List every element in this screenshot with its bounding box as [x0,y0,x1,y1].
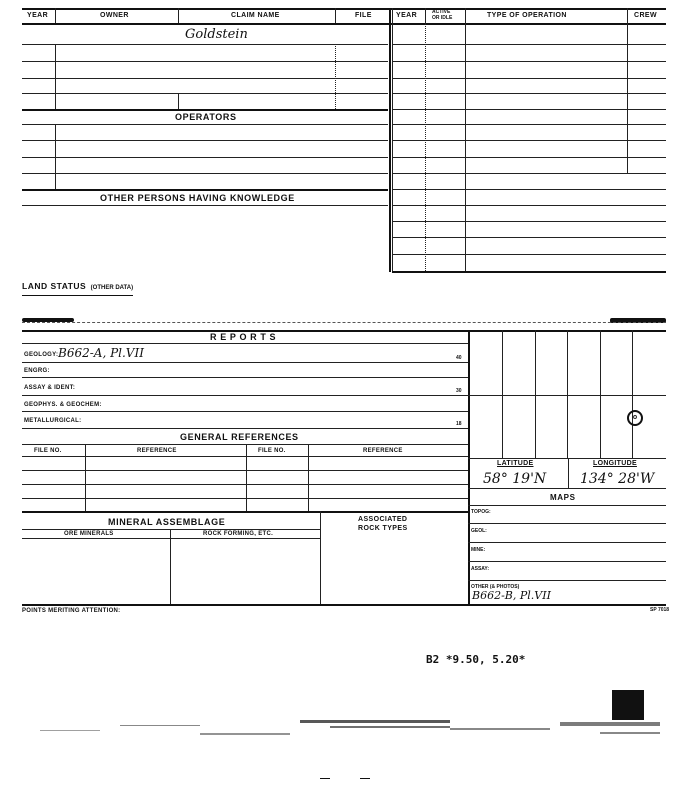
header-type-of-operation: TYPE OF OPERATION [487,12,567,19]
map-other-label: OTHER (& PHOTOS) [471,584,520,590]
header-owner: OWNER [100,12,129,19]
maps-title: MAPS [550,493,576,502]
longitude-value: 134° 28'W [580,471,655,487]
report-code-metallurgical: 18 [456,421,462,427]
reports-title: R E P O R T S [210,332,277,342]
rock-forming-label: ROCK FORMING, ETC. [203,531,274,537]
claim-name-entry: Goldstein [185,27,248,42]
form-number: SP 7018 [650,607,670,613]
report-code-assay: 30 [456,388,462,394]
associated-label: ASSOCIATED [358,516,408,523]
mineral-assemblage-title: MINERAL ASSEMBLAGE [108,517,226,527]
header-crew: CREW [634,12,657,19]
map-mine-label: MINE: [471,547,486,553]
report-label-assay: ASSAY & IDENT: [24,385,76,391]
land-status-subtitle: (OTHER DATA) [90,285,134,291]
map-marker-icon: o [627,410,643,426]
header-file: FILE [355,12,372,19]
rock-types-label: ROCK TYPES [358,525,408,532]
header-or-idle: OR IDLE [432,15,453,21]
report-label-engrg: ENGRG: [24,368,50,374]
latitude-label: LATITUDE [497,460,534,467]
map-geol-label: GEOL: [471,528,487,534]
header-claim-name: CLAIM NAME [231,12,280,19]
points-meriting-attention: POINTS MERITING ATTENTION: [22,608,121,614]
map-topog-label: TOPOG: [471,509,491,515]
ore-minerals-label: ORE MINERALS [64,531,114,537]
operators-title: OPERATORS [175,112,237,122]
stamp-text: B2 *9.50, 5.20* [426,653,526,666]
header-active: ACTIVE [432,9,451,15]
report-value-geology: B662-A, Pl.VII [58,346,144,360]
report-label-geophys: GEOPHYS. & GEOCHEM: [24,402,102,408]
ref-col-file-no-1: FILE NO. [34,448,62,454]
ref-col-file-no-2: FILE NO. [258,448,286,454]
report-label-metallurgical: METALLURGICAL: [24,418,82,424]
longitude-label: LONGITUDE [593,460,637,467]
report-label-geology: GEOLOGY: [24,352,59,358]
map-assay-label: ASSAY: [471,566,490,572]
header-year: YEAR [27,12,49,19]
map-other-value: B662-B, Pl.VII [472,589,551,602]
general-references-title: GENERAL REFERENCES [180,432,299,442]
latitude-value: 58° 19'N [483,471,547,487]
header-year-2: YEAR [396,12,418,19]
land-status-title: LAND STATUS [22,281,87,291]
other-persons-title: OTHER PERSONS HAVING KNOWLEDGE [100,193,295,203]
land-status [22,276,133,296]
ref-col-reference-1: REFERENCE [137,448,177,454]
report-code-geology: 40 [456,355,462,361]
ref-col-reference-2: REFERENCE [363,448,403,454]
